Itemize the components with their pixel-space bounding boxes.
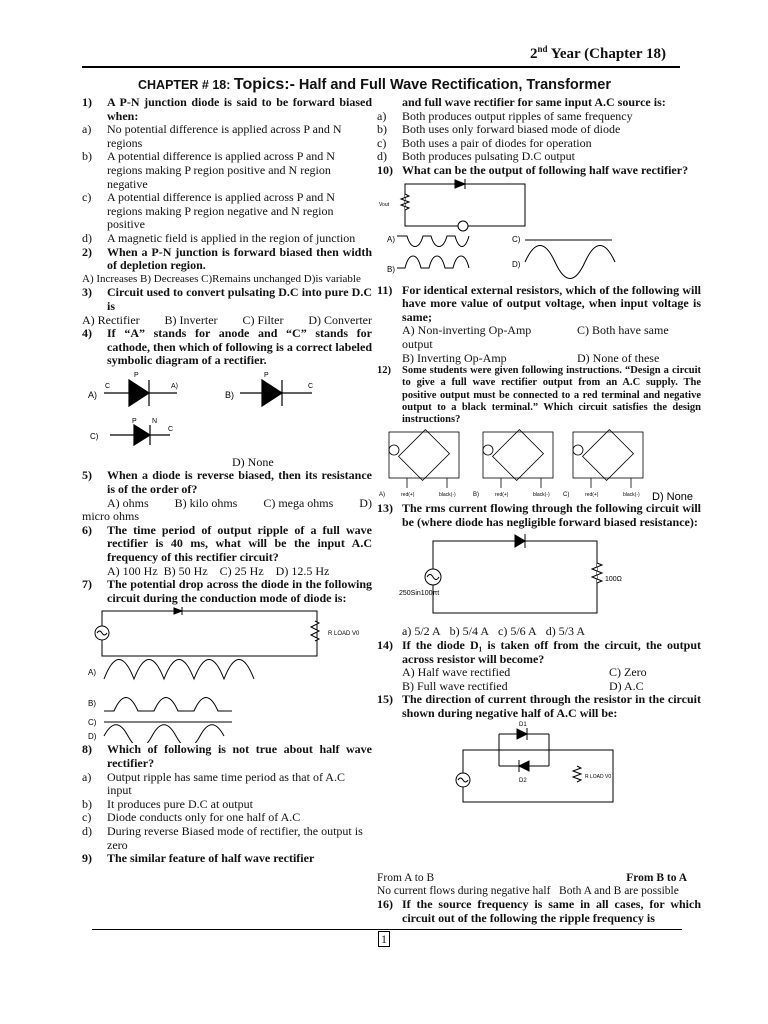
q4-option-d: D) None [232, 454, 274, 469]
bridge-label-b: B) [473, 492, 479, 499]
label-rload: R LOAD V0 [585, 774, 612, 781]
left-column [82, 96, 372, 866]
question-4: 4) If “A” stands for anode and “C” stands for cathode, then which of following is a correct labeled symbolic diagram of a rectifier. [82, 326, 372, 368]
option: b) It produces pure D.C at output [82, 796, 253, 811]
q14-options-row1: A) Half wave rectified C) Zero [402, 665, 647, 680]
q5-options: A) ohms B) kilo ohms C) mega ohms D) [107, 495, 372, 510]
bridge-label-a: A) [379, 492, 385, 499]
question-9: 9) The similar feature of half wave rectifier [82, 851, 315, 866]
question-12: 12) Some students were given following instructions. “Design a circuit to give a full wave rectifier output from an A.C supply. The positive output must be connected to a red terminal and negative output to a black terminal.” Which circuit satisfies the design instructions? [377, 365, 701, 425]
question-7: 7) The potential drop across the diode in the following circuit during the conduction mode of diode is: [82, 577, 372, 605]
q13-options: a) 5/2 A b) 5/4 A c) 5/6 A d) 5/3 A [402, 624, 586, 639]
terminal-black: black(-) [533, 492, 550, 499]
page-number: 1 [378, 931, 390, 947]
q6-options: A) 100 Hz B) 50 Hz C) 25 Hz D) 12.5 Hz [107, 563, 330, 578]
page-header: 2nd Year (Chapter 18) [530, 44, 666, 62]
fig-label-vout: Vout [379, 201, 390, 208]
q3-options: A) Rectifier B) Inverter C) Filter D) Converter [82, 312, 372, 327]
option: a) Output ripple has same time period as that of A.C input [82, 769, 345, 798]
fig-label-c: C [308, 382, 314, 390]
right-column [377, 96, 701, 804]
fig-label-p: P [132, 417, 137, 425]
q5-option-d-text: micro ohms [82, 509, 139, 524]
q15-circuit [377, 720, 701, 804]
resistor-label: 100Ω [605, 576, 622, 584]
fig-label-r: R LOAD V0 [328, 631, 360, 638]
option: a) No potential difference is applied across P and N regions [82, 122, 342, 150]
terminal-black: black(-) [439, 492, 456, 499]
q13-circuit [377, 529, 701, 625]
wave-label-a: A) [387, 234, 395, 244]
terminal-red: red(+) [585, 492, 599, 499]
option: c) Diode conducts only for one half of A.C [82, 810, 301, 825]
wave-label-b: B) [88, 699, 96, 709]
q11-options-row2: B) Inverting Op-Amp D) None of these [402, 350, 660, 365]
q7-circuit-and-waves [82, 605, 372, 743]
question-11: 11) For identical external resistors, which of the following will have more value of output voltage, when input voltage is same; [377, 282, 701, 324]
question-3: 3) Circuit used to convert pulsating D.C into pure D.C is [82, 285, 372, 313]
fig-label-p: P [134, 371, 139, 379]
fig-label-c: C [105, 382, 111, 390]
q12-option-d: D) None [652, 491, 693, 503]
question-6: 6) The time period of output ripple of a full wave rectifier is 40 ms, what will be the input A.C frequency of this rectifier circuit? [82, 522, 372, 565]
question-16: 16) If the source frequency is same in all cases, for which circuit out of the following the ripple frequency is [377, 897, 701, 925]
source-label: 250Sin100πt [399, 590, 440, 598]
fig-label-a: A) [88, 389, 97, 400]
question-1: 1) A P-N junction diode is said to be forward biased when: [82, 95, 372, 123]
option: c) A potential difference is applied across P and N regions making P region negative and N region positive [82, 190, 335, 232]
q4-diode-diagrams [82, 368, 372, 456]
question-13: 13) The rms current flowing through the following circuit will be (where diode has negligible forward biased resistance): [377, 501, 701, 529]
chapter-title: CHAPTER # 18: Topics:- Half and Full Wave Rectification, Transformer [138, 76, 612, 93]
q14-options-row2: B) Full wave rectified D) A.C [402, 678, 644, 693]
wave-label-c: C) [512, 234, 521, 244]
option: d) During reverse Biased mode of rectifier, the output is zero [82, 823, 363, 852]
option: d) Both produces pulsating D.C output [377, 149, 575, 164]
bridge-label-c: C) [563, 492, 570, 499]
wave-label-d: D) [512, 259, 521, 269]
terminal-black: black(-) [623, 492, 640, 499]
fig-label-c: C [168, 425, 174, 433]
question-9-continued: and full wave rectifier for same input A.C source is: [402, 95, 666, 109]
fig-label-p: P [264, 371, 269, 379]
q11-option-b-cont: output [402, 336, 433, 351]
label-d1: D1 [519, 722, 527, 729]
wave-label-a: A) [88, 668, 96, 678]
q10-circuit-and-waves [377, 178, 701, 284]
option: d) A magnetic field is applied in the region of junction [82, 230, 356, 245]
question-8: 8) Which of following is not true about half wave rectifier? [82, 742, 372, 770]
wave-label-c: C) [88, 718, 97, 728]
q2-options: A) Increases B) Decreases C)Remains unchanged D)is variable [82, 272, 361, 285]
q12-bridge-circuits [377, 426, 701, 502]
header-rule [82, 66, 680, 68]
question-15: 15) The direction of current through the resistor in the circuit shown during negative half of A.C will be: [377, 692, 701, 720]
fig-label-b: B) [225, 389, 234, 400]
fig-label-c-opt: C) [90, 431, 99, 441]
footer-rule [92, 929, 682, 930]
fig-label-n: N [152, 417, 158, 425]
terminal-red: red(+) [401, 492, 415, 499]
option: b) Both uses only forward biased mode of diode [377, 122, 621, 137]
question-14: 14) If the diode D₁ is taken off from the circuit, the output across resistor will become? [377, 637, 701, 666]
q15-options: From A to B From B to A No current flows during negative half Both A and B are possible [377, 872, 687, 897]
option: b) A potential difference is applied across P and N regions making P region positive and N region negative [82, 149, 335, 191]
terminal-red: red(+) [495, 492, 509, 499]
question-10: 10) What can be the output of following half wave rectifier? [377, 162, 689, 177]
wave-label-b: B) [387, 264, 395, 274]
option: a) Both produces output ripples of same frequency [377, 108, 633, 123]
question-5: 5) When a diode is reverse biased, then its resistance is of the order of? [82, 468, 372, 497]
fig-label-a-anode: A) [171, 382, 178, 390]
q11-options-row1: A) Non-inverting Op-Amp C) Both have same [402, 323, 669, 338]
question-2: 2) When a P-N junction is forward biased then width of depletion region. [82, 244, 372, 273]
label-d2: D2 [519, 778, 527, 785]
option: c) Both uses a pair of diodes for operation [377, 135, 592, 150]
wave-label-d: D) [88, 732, 97, 742]
